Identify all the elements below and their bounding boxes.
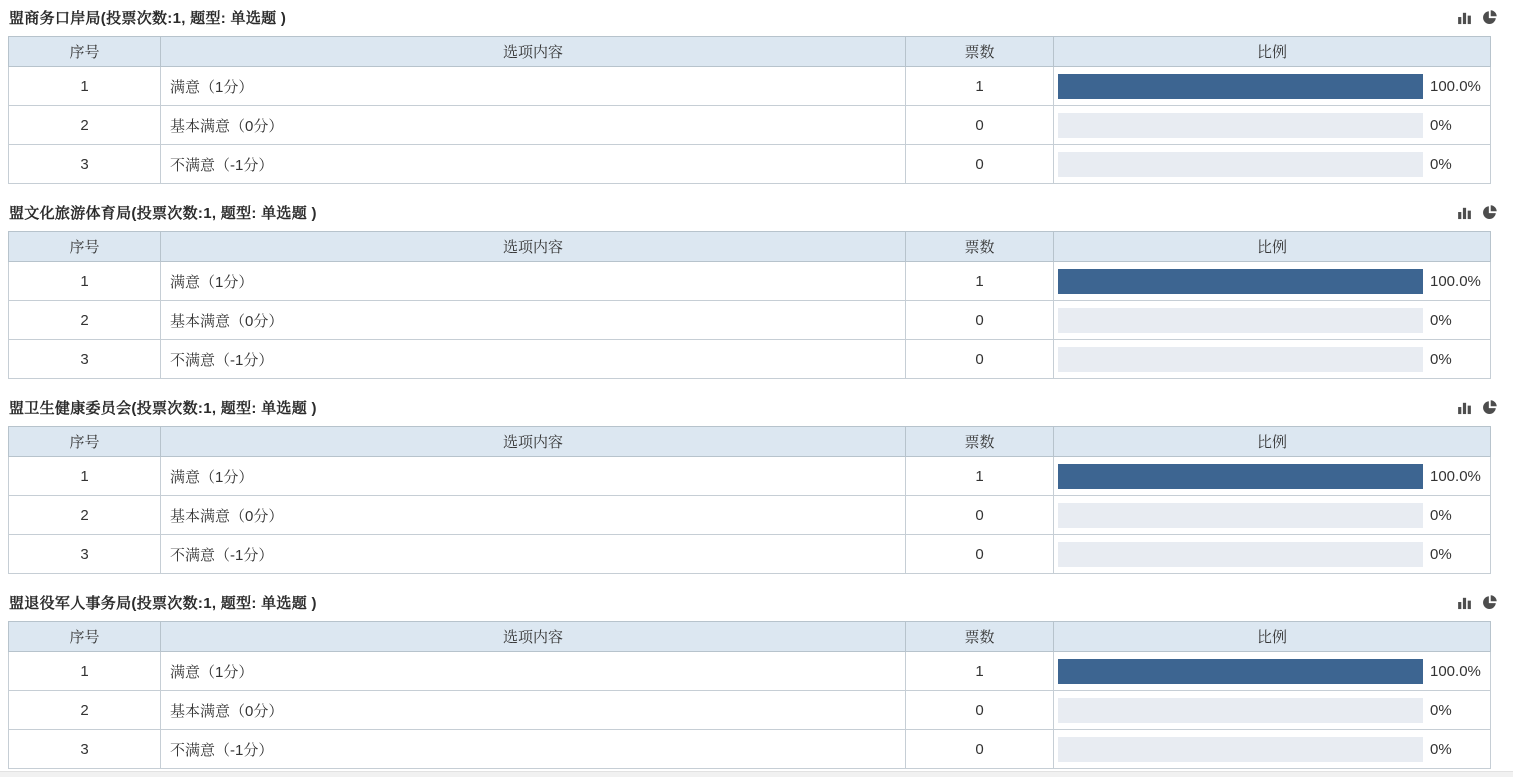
option-label: 基本满意（0分）	[161, 106, 906, 145]
table-row	[9, 496, 1491, 535]
ratio-bar	[1058, 113, 1486, 138]
table-body	[9, 457, 1491, 574]
section-header	[0, 395, 1513, 419]
section-header	[0, 5, 1513, 29]
ratio-bar-fill	[1058, 269, 1423, 294]
option-label: 不满意（-1分）	[161, 730, 906, 769]
ratio-bar	[1058, 269, 1486, 294]
column-header-votes: 票数	[906, 37, 1054, 67]
table-row	[9, 691, 1491, 730]
ratio-bar-track	[1058, 347, 1423, 372]
row-number: 1	[9, 67, 161, 106]
vote-result-section	[0, 5, 1513, 184]
ratio-bar-track	[1058, 542, 1423, 567]
table-body	[9, 652, 1491, 769]
option-label: 基本满意（0分）	[161, 301, 906, 340]
row-number: 3	[9, 145, 161, 184]
section-header	[0, 590, 1513, 614]
row-number: 1	[9, 457, 161, 496]
percent-label: 0%	[1430, 311, 1452, 329]
bar-chart-icon[interactable]	[1457, 10, 1472, 25]
column-header-votes: 票数	[906, 622, 1054, 652]
table-row	[9, 730, 1491, 769]
chart-icons	[1457, 205, 1497, 220]
table-row	[9, 145, 1491, 184]
vote-count: 0	[906, 145, 1054, 184]
option-label: 不满意（-1分）	[161, 145, 906, 184]
column-header-option: 选项内容	[161, 37, 906, 67]
percent-label: 0%	[1430, 506, 1452, 524]
ratio-bar	[1058, 74, 1486, 99]
option-label: 满意（1分）	[161, 67, 906, 106]
vote-count: 0	[906, 340, 1054, 379]
table-row	[9, 457, 1491, 496]
results-table	[8, 231, 1491, 379]
option-label: 基本满意（0分）	[161, 691, 906, 730]
percent-label: 0%	[1430, 116, 1452, 134]
row-number: 2	[9, 691, 161, 730]
bar-chart-icon[interactable]	[1457, 205, 1472, 220]
table-row	[9, 262, 1491, 301]
table-row	[9, 106, 1491, 145]
table-header-row	[9, 622, 1491, 652]
percent-label: 0%	[1430, 740, 1452, 758]
chart-icons	[1457, 595, 1497, 610]
section-title: 盟商务口岸局(投票次数:1, 题型: 单选题 )	[9, 9, 287, 27]
ratio-bar	[1058, 542, 1486, 567]
ratio-bar-track	[1058, 269, 1423, 294]
chart-icons	[1457, 10, 1497, 25]
table-row	[9, 340, 1491, 379]
column-header-votes: 票数	[906, 232, 1054, 262]
table-row	[9, 301, 1491, 340]
column-header-ratio: 比例	[1054, 232, 1491, 262]
ratio-bar	[1058, 659, 1486, 684]
ratio-bar-fill	[1058, 464, 1423, 489]
percent-label: 0%	[1430, 155, 1452, 173]
vote-count: 0	[906, 730, 1054, 769]
bar-chart-icon[interactable]	[1457, 400, 1472, 415]
ratio-bar-track	[1058, 659, 1423, 684]
ratio-bar	[1058, 464, 1486, 489]
row-number: 1	[9, 262, 161, 301]
vote-count: 0	[906, 691, 1054, 730]
column-header-ratio: 比例	[1054, 37, 1491, 67]
table-row	[9, 67, 1491, 106]
row-number: 3	[9, 340, 161, 379]
section-title: 盟退役军人事务局(投票次数:1, 题型: 单选题 )	[9, 594, 317, 612]
option-label: 不满意（-1分）	[161, 340, 906, 379]
percent-label: 100.0%	[1430, 662, 1481, 680]
ratio-bar-fill	[1058, 659, 1423, 684]
column-header-option: 选项内容	[161, 622, 906, 652]
section-title: 盟卫生健康委员会(投票次数:1, 题型: 单选题 )	[9, 399, 317, 417]
row-number: 3	[9, 535, 161, 574]
ratio-bar-track	[1058, 698, 1423, 723]
table-body	[9, 262, 1491, 379]
column-header-no: 序号	[9, 232, 161, 262]
table-header-row	[9, 37, 1491, 67]
pie-chart-icon[interactable]	[1482, 205, 1497, 220]
bottom-strip	[0, 771, 1513, 777]
row-number: 2	[9, 301, 161, 340]
chart-icons	[1457, 400, 1497, 415]
vote-result-section	[0, 590, 1513, 769]
percent-label: 0%	[1430, 701, 1452, 719]
ratio-bar	[1058, 698, 1486, 723]
row-number: 1	[9, 652, 161, 691]
section-header	[0, 200, 1513, 224]
ratio-bar-track	[1058, 308, 1423, 333]
percent-label: 100.0%	[1430, 77, 1481, 95]
sections-container	[0, 5, 1513, 769]
results-table	[8, 426, 1491, 574]
ratio-bar-track	[1058, 152, 1423, 177]
ratio-bar	[1058, 308, 1486, 333]
section-title: 盟文化旅游体育局(投票次数:1, 题型: 单选题 )	[9, 204, 317, 222]
pie-chart-icon[interactable]	[1482, 10, 1497, 25]
percent-label: 100.0%	[1430, 272, 1481, 290]
ratio-bar-track	[1058, 113, 1423, 138]
bar-chart-icon[interactable]	[1457, 595, 1472, 610]
column-header-ratio: 比例	[1054, 622, 1491, 652]
ratio-bar-track	[1058, 74, 1423, 99]
column-header-no: 序号	[9, 37, 161, 67]
column-header-option: 选项内容	[161, 427, 906, 457]
column-header-no: 序号	[9, 622, 161, 652]
table-row	[9, 535, 1491, 574]
column-header-ratio: 比例	[1054, 427, 1491, 457]
column-header-option: 选项内容	[161, 232, 906, 262]
option-label: 不满意（-1分）	[161, 535, 906, 574]
table-header-row	[9, 232, 1491, 262]
row-number: 2	[9, 106, 161, 145]
vote-count: 0	[906, 106, 1054, 145]
ratio-bar	[1058, 152, 1486, 177]
vote-count: 1	[906, 652, 1054, 691]
option-label: 基本满意（0分）	[161, 496, 906, 535]
vote-count: 1	[906, 457, 1054, 496]
vote-count: 0	[906, 535, 1054, 574]
table-row	[9, 652, 1491, 691]
table-header-row	[9, 427, 1491, 457]
pie-chart-icon[interactable]	[1482, 595, 1497, 610]
vote-count: 0	[906, 496, 1054, 535]
row-number: 2	[9, 496, 161, 535]
percent-label: 0%	[1430, 350, 1452, 368]
percent-label: 0%	[1430, 545, 1452, 563]
column-header-votes: 票数	[906, 427, 1054, 457]
percent-label: 100.0%	[1430, 467, 1481, 485]
vote-count: 1	[906, 262, 1054, 301]
vote-count: 1	[906, 67, 1054, 106]
table-body	[9, 67, 1491, 184]
ratio-bar	[1058, 347, 1486, 372]
ratio-bar-track	[1058, 464, 1423, 489]
vote-result-section	[0, 395, 1513, 574]
column-header-no: 序号	[9, 427, 161, 457]
row-number: 3	[9, 730, 161, 769]
option-label: 满意（1分）	[161, 457, 906, 496]
ratio-bar-fill	[1058, 74, 1423, 99]
pie-chart-icon[interactable]	[1482, 400, 1497, 415]
ratio-bar	[1058, 503, 1486, 528]
results-table	[8, 36, 1491, 184]
vote-result-section	[0, 200, 1513, 379]
vote-count: 0	[906, 301, 1054, 340]
results-table	[8, 621, 1491, 769]
ratio-bar-track	[1058, 503, 1423, 528]
option-label: 满意（1分）	[161, 652, 906, 691]
option-label: 满意（1分）	[161, 262, 906, 301]
